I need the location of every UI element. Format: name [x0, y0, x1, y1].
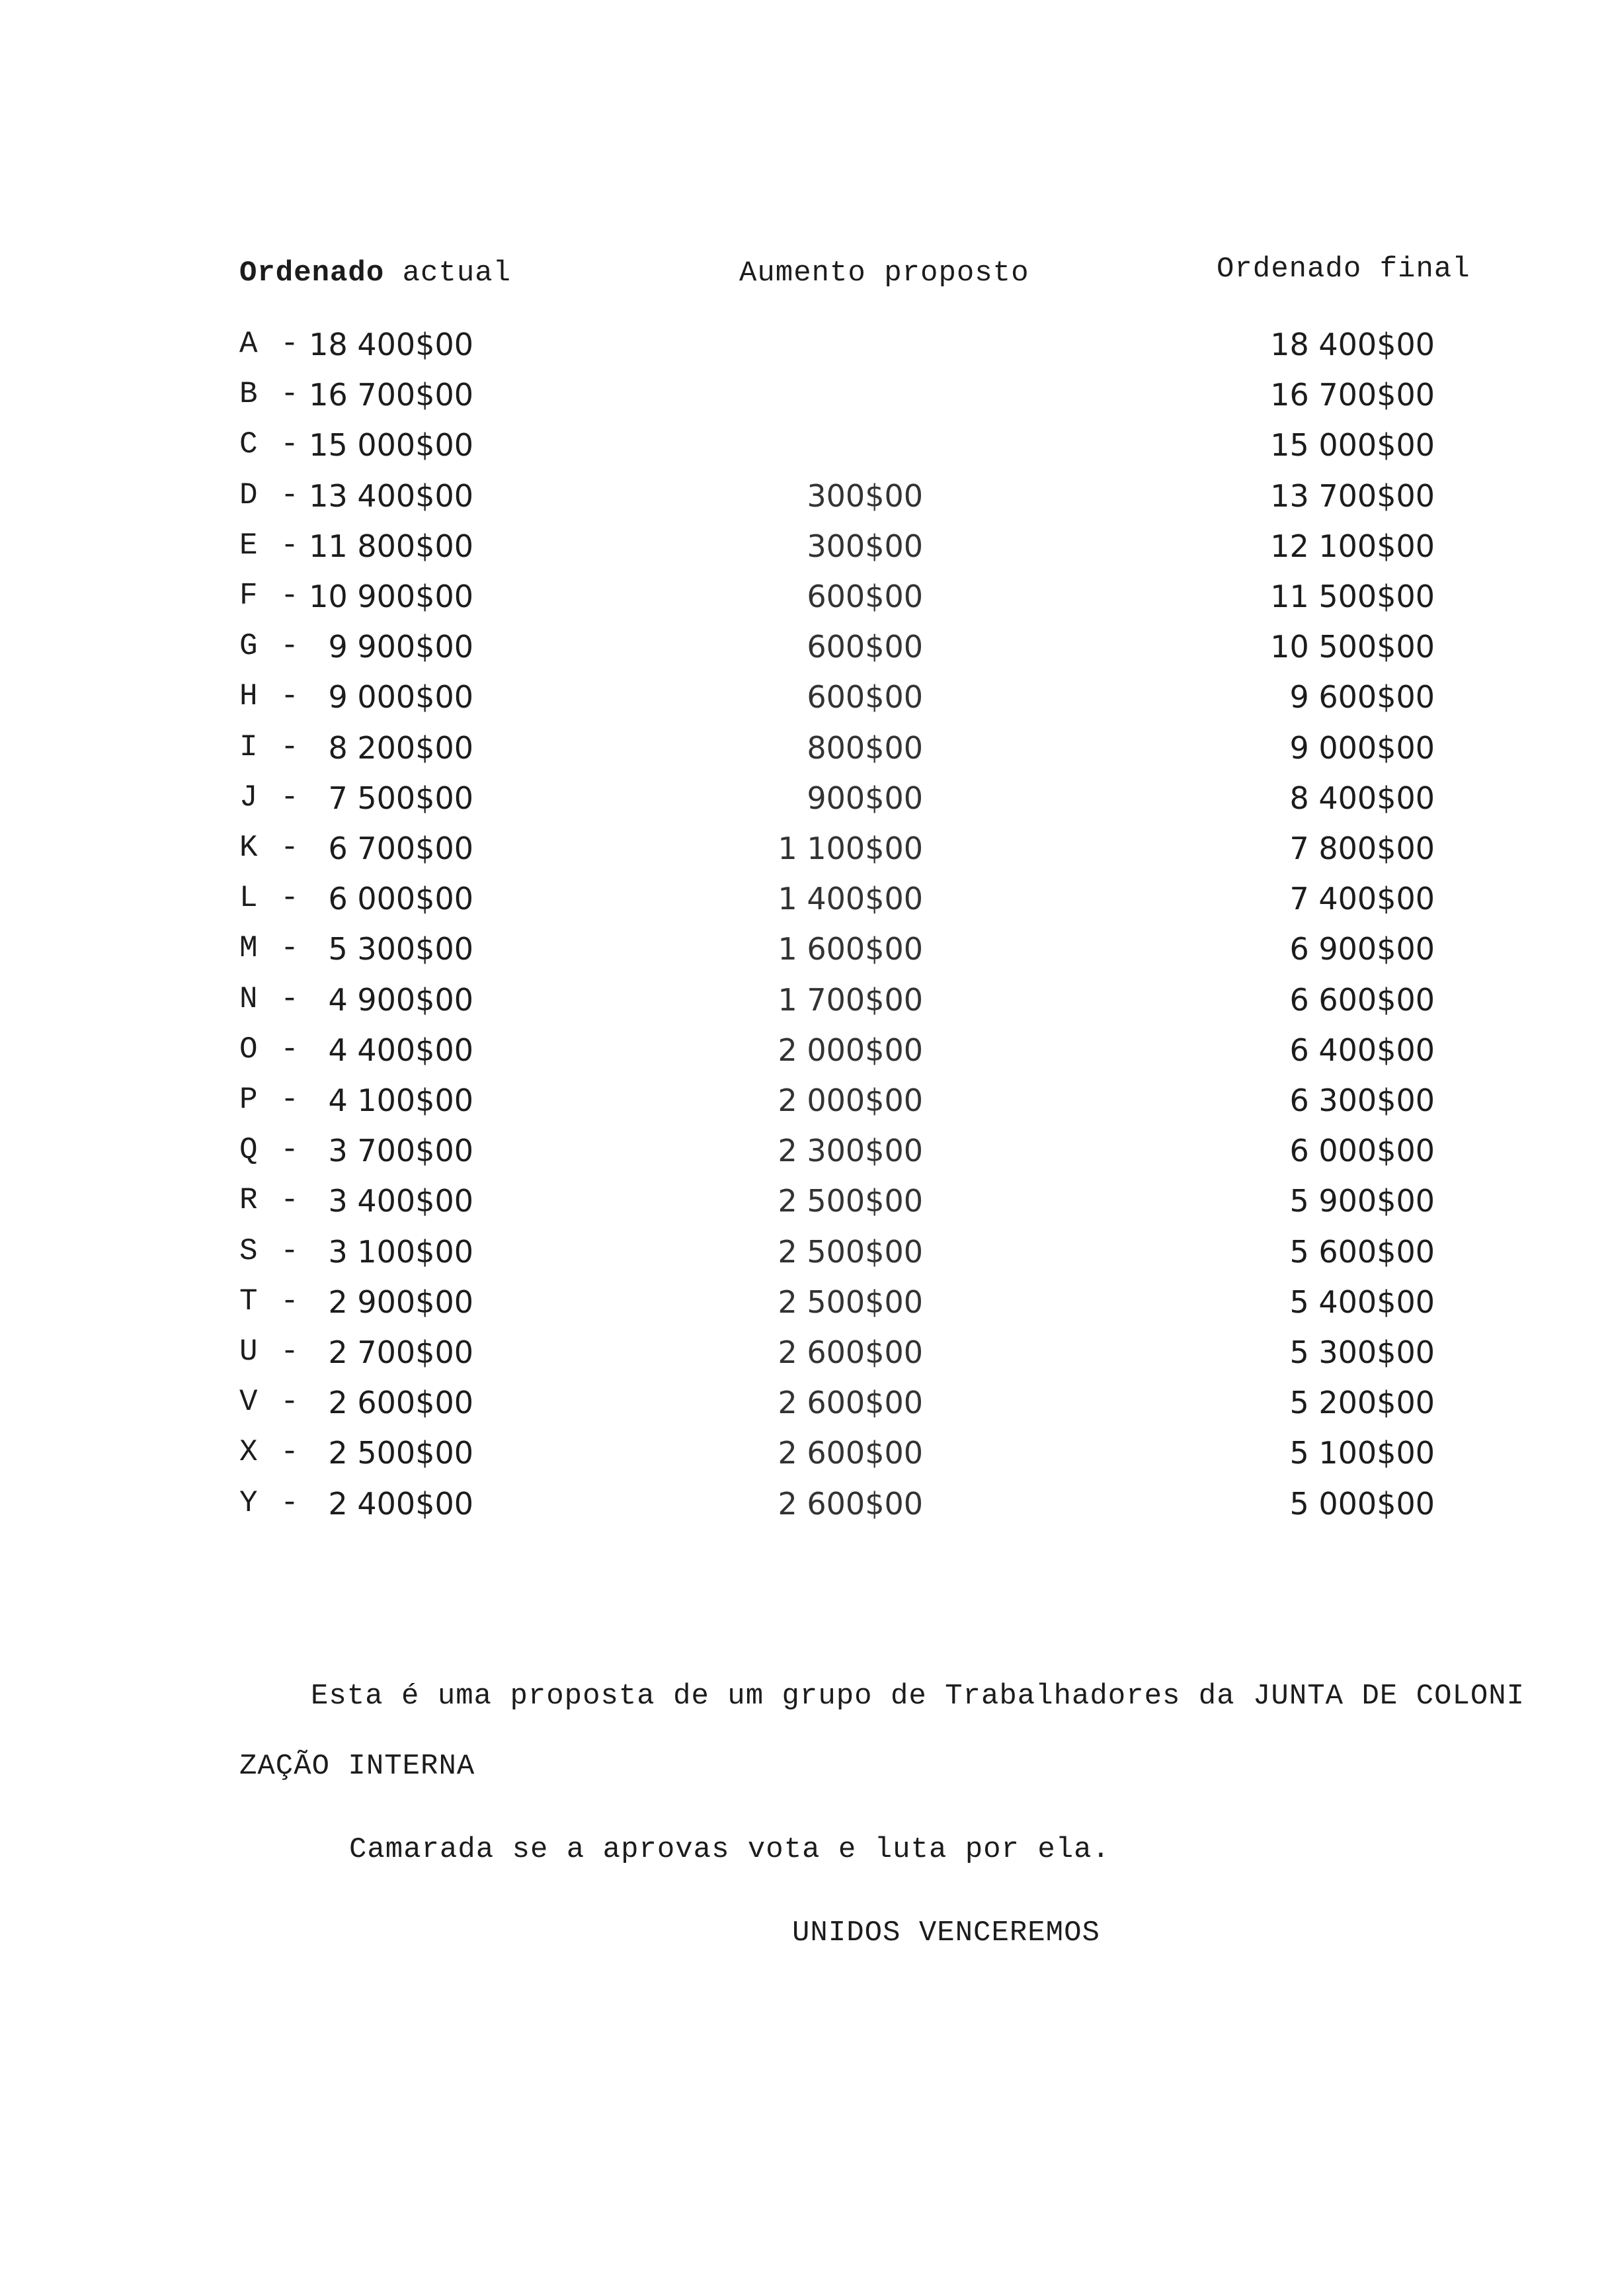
current-salary: 2 600$00 [328, 1385, 473, 1420]
row-letter: V [239, 1385, 258, 1419]
proposed-increase: 1 600$00 [778, 931, 923, 967]
row-letter: X [239, 1435, 258, 1469]
proposed-increase: 2 000$00 [778, 1032, 923, 1068]
row-dash: - [280, 1284, 299, 1319]
row-dash: - [280, 1183, 299, 1217]
proposed-increase: 2 500$00 [778, 1234, 923, 1270]
final-salary: 9 600$00 [1289, 679, 1435, 715]
current-salary: 6 000$00 [328, 881, 473, 917]
current-salary: 2 400$00 [328, 1486, 473, 1522]
table-row [0, 528, 1608, 579]
final-salary: 5 900$00 [1289, 1183, 1435, 1219]
table-row [0, 1284, 1608, 1334]
table-row [0, 831, 1608, 881]
table-row [0, 629, 1608, 679]
current-salary: 9 000$00 [328, 679, 473, 715]
proposed-increase: 2 600$00 [778, 1486, 923, 1522]
table-row [0, 881, 1608, 931]
row-letter: D [239, 478, 258, 512]
final-salary: 16 700$00 [1270, 377, 1435, 413]
row-letter: H [239, 679, 258, 714]
row-dash: - [280, 1385, 299, 1419]
row-dash: - [280, 1334, 299, 1369]
row-letter: B [239, 377, 258, 411]
current-salary: 6 700$00 [328, 831, 473, 866]
row-letter: Q [239, 1133, 258, 1167]
table-row [0, 1435, 1608, 1485]
proposed-increase: 1 400$00 [778, 881, 923, 917]
table-row [0, 1183, 1608, 1233]
final-salary: 8 400$00 [1289, 780, 1435, 816]
proposed-increase: 900$00 [807, 780, 923, 816]
header-ordenado-actual [239, 257, 511, 290]
final-salary: 6 400$00 [1289, 1032, 1435, 1068]
proposed-increase: 1 100$00 [778, 831, 923, 866]
row-dash: - [280, 831, 299, 865]
proposed-increase: 2 500$00 [778, 1284, 923, 1320]
final-salary: 13 700$00 [1270, 478, 1435, 514]
row-dash: - [280, 1234, 299, 1268]
table-row [0, 579, 1608, 629]
proposed-increase: 2 300$00 [778, 1133, 923, 1168]
row-letter: O [239, 1032, 258, 1067]
final-salary: 5 100$00 [1289, 1435, 1435, 1471]
final-salary: 5 600$00 [1289, 1234, 1435, 1270]
current-salary: 11 800$00 [309, 528, 473, 564]
proposed-increase: 1 700$00 [778, 982, 923, 1018]
row-dash: - [280, 1435, 299, 1469]
header-bold-word: Ordenado [239, 257, 385, 290]
final-salary: 6 000$00 [1289, 1133, 1435, 1168]
current-salary: 3 400$00 [328, 1183, 473, 1219]
proposed-increase: 300$00 [807, 528, 923, 564]
row-dash: - [280, 1032, 299, 1067]
proposal-text: Esta é uma proposta de um grupo de Trabalhadores da JUNTA DE COLONI [311, 1680, 1525, 1713]
proposed-increase: 800$00 [807, 730, 923, 766]
final-salary: 7 400$00 [1289, 881, 1435, 917]
table-row [0, 377, 1608, 427]
row-letter: F [239, 579, 258, 613]
table-row [0, 1133, 1608, 1183]
current-salary: 2 700$00 [328, 1334, 473, 1370]
row-letter: L [239, 881, 258, 915]
row-letter: P [239, 1083, 258, 1117]
table-row [0, 1385, 1608, 1435]
current-salary: 18 400$00 [309, 327, 473, 362]
final-salary: 6 900$00 [1289, 931, 1435, 967]
proposed-increase: 600$00 [807, 579, 923, 614]
header-ordenado-final: Ordenado final [1217, 253, 1470, 286]
current-salary: 10 900$00 [309, 579, 473, 614]
proposed-increase: 600$00 [807, 629, 923, 665]
table-row [0, 1486, 1608, 1536]
row-letter: I [239, 730, 258, 764]
proposed-increase: 2 500$00 [778, 1183, 923, 1219]
current-salary: 3 700$00 [328, 1133, 473, 1168]
row-dash: - [280, 478, 299, 512]
table-row [0, 931, 1608, 981]
row-dash: - [280, 377, 299, 411]
row-dash: - [280, 579, 299, 613]
table-row [0, 679, 1608, 729]
table-row [0, 780, 1608, 831]
final-salary: 9 000$00 [1289, 730, 1435, 766]
call-to-action: Camarada se a aprovas vota e luta por ela. [349, 1833, 1110, 1866]
current-salary: 13 400$00 [309, 478, 473, 514]
current-salary: 4 400$00 [328, 1032, 473, 1068]
final-salary: 6 300$00 [1289, 1083, 1435, 1118]
row-letter: M [239, 931, 258, 965]
row-dash: - [280, 1133, 299, 1167]
header-aumento-proposto: Aumento proposto [739, 257, 1029, 290]
row-letter: N [239, 982, 258, 1016]
final-salary: 6 600$00 [1289, 982, 1435, 1018]
header-rest: actual [384, 257, 512, 290]
table-row [0, 1234, 1608, 1284]
row-dash: - [280, 1083, 299, 1117]
table-row [0, 478, 1608, 528]
current-salary: 5 300$00 [328, 931, 473, 967]
row-letter: E [239, 528, 258, 563]
final-salary: 5 200$00 [1289, 1385, 1435, 1420]
proposed-increase: 2 000$00 [778, 1083, 923, 1118]
table-row [0, 327, 1608, 377]
final-salary: 11 500$00 [1270, 579, 1435, 614]
table-row [0, 1334, 1608, 1385]
proposed-increase: 2 600$00 [778, 1385, 923, 1420]
current-salary: 15 000$00 [309, 427, 473, 463]
table-row [0, 1083, 1608, 1133]
row-letter: R [239, 1183, 258, 1217]
table-row [0, 982, 1608, 1032]
final-salary: 7 800$00 [1289, 831, 1435, 866]
row-dash: - [280, 629, 299, 663]
row-letter: A [239, 327, 258, 361]
table-row [0, 427, 1608, 477]
proposal-text-continued: ZAÇÃO INTERNA [239, 1750, 475, 1783]
current-salary: 7 500$00 [328, 780, 473, 816]
current-salary: 8 200$00 [328, 730, 473, 766]
closing-slogan: UNIDOS VENCEREMOS [792, 1916, 1100, 1949]
current-salary: 3 100$00 [328, 1234, 473, 1270]
row-dash: - [280, 730, 299, 764]
current-salary: 4 900$00 [328, 982, 473, 1018]
row-letter: K [239, 831, 258, 865]
row-dash: - [280, 982, 299, 1016]
final-salary: 15 000$00 [1270, 427, 1435, 463]
proposed-increase: 2 600$00 [778, 1334, 923, 1370]
row-dash: - [280, 931, 299, 965]
final-salary: 10 500$00 [1270, 629, 1435, 665]
row-letter: U [239, 1334, 258, 1369]
current-salary: 16 700$00 [309, 377, 473, 413]
table-row [0, 1032, 1608, 1083]
final-salary: 5 400$00 [1289, 1284, 1435, 1320]
row-dash: - [280, 679, 299, 714]
current-salary: 9 900$00 [328, 629, 473, 665]
proposed-increase: 600$00 [807, 679, 923, 715]
row-dash: - [280, 881, 299, 915]
current-salary: 2 900$00 [328, 1284, 473, 1320]
row-letter: S [239, 1234, 258, 1268]
row-letter: Y [239, 1486, 258, 1520]
row-letter: G [239, 629, 258, 663]
row-dash: - [280, 780, 299, 815]
final-salary: 5 000$00 [1289, 1486, 1435, 1522]
current-salary: 4 100$00 [328, 1083, 473, 1118]
row-letter: T [239, 1284, 258, 1319]
row-dash: - [280, 1486, 299, 1520]
final-salary: 12 100$00 [1270, 528, 1435, 564]
current-salary: 2 500$00 [328, 1435, 473, 1471]
final-salary: 5 300$00 [1289, 1334, 1435, 1370]
row-letter: C [239, 427, 258, 462]
proposed-increase: 2 600$00 [778, 1435, 923, 1471]
proposed-increase: 300$00 [807, 478, 923, 514]
row-letter: J [239, 780, 258, 815]
table-row [0, 730, 1608, 780]
row-dash: - [280, 528, 299, 563]
final-salary: 18 400$00 [1270, 327, 1435, 362]
row-dash: - [280, 427, 299, 462]
row-dash: - [280, 327, 299, 361]
